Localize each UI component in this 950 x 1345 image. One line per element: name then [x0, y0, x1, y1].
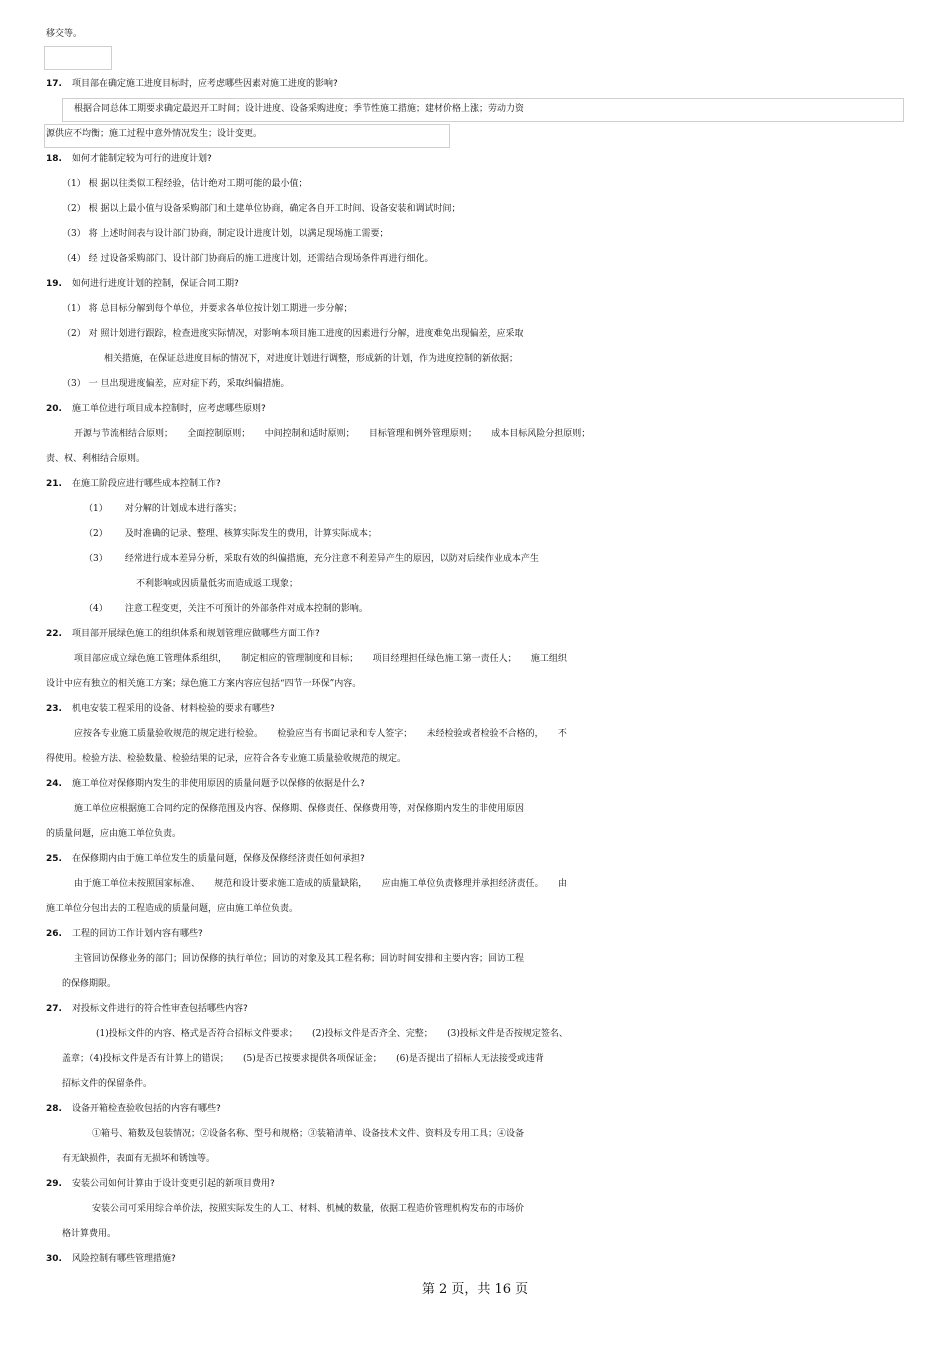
text-line: 源供应不均衡；施工过程中意外情况发生；设计变更。 [46, 129, 263, 139]
question-heading [46, 1097, 950, 1121]
question-text: 如何才能制定较为可行的进度计划? [71, 154, 212, 164]
question-text: 施工单位进行项目成本控制时，应考虑哪些原则? [71, 404, 266, 414]
text-line: (1)投标文件的内容、格式是否符合招标文件要求； (2)投标文件是否齐全、完整； (3)投标文件是否按规定签名、 [96, 1029, 568, 1039]
question-text: 项目部开展绿色施工的组织体系和规划管理应做哪些方面工作? [71, 629, 320, 639]
question-number: 29. [46, 1179, 62, 1189]
question-number: 28. [46, 1104, 62, 1114]
list-item: （1） 对分解的计划成本进行落实； [84, 504, 242, 514]
text-line: 有无缺损件，表面有无损坏和锈蚀等。 [62, 1154, 216, 1164]
list-item: （3） 将 上述时间表与设计部门协商，制定设计进度计划，以满足现场施工需要； [62, 229, 389, 239]
question-text: 对投标文件进行的符合性审查包括哪些内容? [71, 1004, 248, 1014]
question-heading [46, 472, 950, 496]
question-heading [46, 397, 950, 421]
question-number: 23. [46, 704, 62, 714]
question-number: 22. [46, 629, 62, 639]
text-line: 施工单位分包出去的工程造成的质量问题，应由施工单位负责。 [46, 904, 299, 914]
list-item: （2） 根 据以上最小值与设备采购部门和土建单位协商，确定各自开工时间、设备安装和调试时间； [62, 204, 461, 214]
question-number: 17. [46, 79, 62, 89]
text-line: 格计算费用。 [62, 1229, 117, 1239]
question-heading [46, 72, 950, 96]
text-line: 项目部应成立绿色施工管理体系组织， 制定相应的管理制度和目标； 项目经理担任绿色施工第一责任人； 施工组织 [74, 654, 567, 664]
question-heading [46, 997, 950, 1021]
question-text: 如何进行进度计划的控制，保证合同工期? [71, 279, 239, 289]
question-text: 安装公司如何计算由于设计变更引起的新项目费用? [71, 1179, 275, 1189]
list-item-continuation: 相关措施，在保证总进度目标的情况下，对进度计划进行调整，形成新的计划，作为进度控制的新依据； [104, 354, 519, 364]
question-text: 机电安装工程采用的设备、材料检验的要求有哪些? [71, 704, 275, 714]
question-number: 26. [46, 929, 62, 939]
question-heading [46, 922, 950, 946]
question-number: 20. [46, 404, 62, 414]
question-text: 风险控制有哪些管理措施? [71, 1254, 176, 1264]
text-line: 移交等。 [46, 29, 83, 39]
question-number: 18. [46, 154, 62, 164]
list-item-continuation: 不利影响或因质量低劣而造成返工现象； [136, 579, 299, 589]
list-item: （2） 对 照计划进行跟踪，检查进度实际情况，对影响本项目施工进度的因素进行分解，进度难免出现偏差，应采取 [62, 329, 524, 339]
question-number: 27. [46, 1004, 62, 1014]
text-line: 施工单位应根据施工合同约定的保修范围及内容、保修期、保修责任、保修费用等，对保修期内发生的非使用原因 [74, 804, 525, 814]
question-number: 30. [46, 1254, 62, 1264]
text-line: 应按各专业施工质量验收规范的规定进行检验。 检验应当有书面记录和专人签字； 未经检验或者检验不合格的， 不 [74, 729, 567, 739]
question-text: 在施工阶段应进行哪些成本控制工作? [71, 479, 221, 489]
question-text: 在保修期内由于施工单位发生的质量问题，保修及保修经济责任如何承担? [71, 854, 365, 864]
text-line: 开源与节流相结合原则； 全面控制原则； 中间控制和适时原则； 目标管理和例外管理原则； 成本目标风险分担原则； [74, 429, 591, 439]
text-line: 盖章；（4)投标文件是否有计算上的错误； (5)是否已按要求提供各项保证金； (6)是否提出了招标人无法接受或违背 [62, 1054, 544, 1064]
text-line: 安装公司可采用综合单价法，按照实际发生的人工、材料、机械的数量，依据工程造价管理机构发布的市场价 [92, 1204, 525, 1214]
question-heading [46, 1172, 950, 1196]
question-heading [46, 147, 950, 171]
list-item: （4） 注意工程变更，关注不可预计的外部条件对成本控制的影响。 [84, 604, 368, 614]
text-line: 设计中应有独立的相关施工方案；绿色施工方案内容应包括“四节一环保”内容。 [46, 679, 362, 689]
text-line: ①箱号、箱数及包装情况；②设备名称、型号和规格；③装箱清单、设备技术文件、资料及专用工具；④设备 [92, 1129, 525, 1139]
text-box-frame [44, 46, 112, 70]
page-footer: 第 2 页，共 16 页 [421, 1282, 529, 1297]
question-heading [46, 772, 950, 796]
list-item: （1） 根 据以往类似工程经验，估计绝对工期可能的最小值； [62, 179, 308, 189]
question-heading [46, 697, 950, 721]
question-heading [46, 1247, 950, 1271]
question-number: 24. [46, 779, 62, 789]
question-text: 设备开箱检查验收包括的内容有哪些? [71, 1104, 221, 1114]
text-line: 得使用。检验方法、检验数量、检验结果的记录，应符合各专业施工质量验收规范的规定。 [46, 754, 407, 764]
text-line: 由于施工单位未按照国家标准、 规范和设计要求施工造成的质量缺陷， 应由施工单位负责修理并承担经济责任。 由 [74, 879, 567, 889]
question-heading [46, 847, 950, 871]
question-number: 21. [46, 479, 62, 489]
question-text: 施工单位对保修期内发生的非使用原因的质量问题予以保修的依据是什么? [71, 779, 365, 789]
list-item: （3） 一 旦出现进度偏差，应对症下药，采取纠偏措施。 [62, 379, 290, 389]
question-heading [46, 622, 950, 646]
list-item: （3） 经常进行成本差异分析，采取有效的纠偏措施，充分注意不利差异产生的原因，以防对后续作业成本产生 [84, 554, 539, 564]
question-number: 25. [46, 854, 62, 864]
list-item: （4） 经 过设备采购部门、设计部门协商后的施工进度计划，还需结合现场条件再进行细化。 [62, 254, 434, 264]
list-item: （2） 及时准确的记录、整理、核算实际发生的费用，计算实际成本； [84, 529, 377, 539]
question-number: 19. [46, 279, 62, 289]
text-line: 责、权、利相结合原则。 [46, 454, 146, 464]
list-item: （1） 将 总目标分解到每个单位，并要求各单位按计划工期进一步分解； [62, 304, 353, 314]
text-line: 根据合同总体工期要求确定最迟开工时间；设计进度、设备采购进度；季节性施工措施；建材价格上涨；劳动力资 [74, 104, 525, 114]
question-text: 工程的回访工作计划内容有哪些? [71, 929, 203, 939]
question-text: 项目部在确定施工进度目标时，应考虑哪些因素对施工进度的影响? [71, 79, 338, 89]
question-heading [46, 272, 950, 296]
text-line: 主管回访保修业务的部门；回访保修的执行单位；回访的对象及其工程名称；回访时间安排和主要内容；回访工程 [74, 954, 525, 964]
text-line: 招标文件的保留条件。 [62, 1079, 153, 1089]
text-line: 的质量问题，应由施工单位负责。 [46, 829, 182, 839]
text-line: 的保修期限。 [62, 979, 117, 989]
